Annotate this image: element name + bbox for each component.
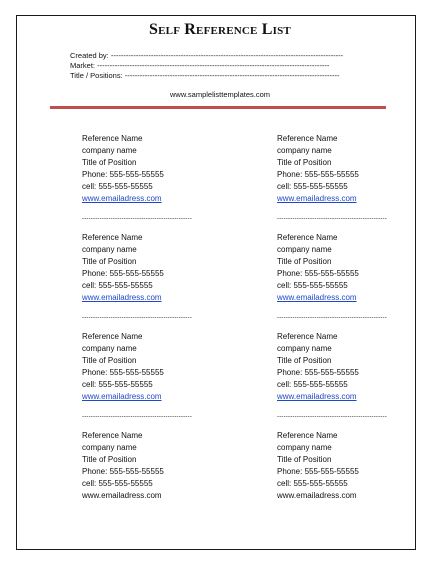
company-name: company name <box>277 443 332 453</box>
phone-number: Phone: 555-555-55555 <box>277 170 359 180</box>
phone-number: Phone: 555-555-55555 <box>82 170 164 180</box>
page-title: Self Reference List <box>149 21 291 38</box>
company-name: company name <box>82 344 137 354</box>
reference-entry <box>82 133 222 206</box>
email-link: www.emailadress.com <box>277 491 357 501</box>
company-name: company name <box>82 245 137 255</box>
reference-name: Reference Name <box>277 134 338 143</box>
reference-name: Reference Name <box>82 134 143 143</box>
reference-name: Reference Name <box>277 233 338 242</box>
cell-number: cell: 555-555-55555 <box>277 281 348 291</box>
reference-entry <box>82 430 222 503</box>
reference-entry <box>82 331 222 404</box>
phone-number: Phone: 555-555-55555 <box>82 467 164 477</box>
cell-number: cell: 555-555-55555 <box>277 380 348 390</box>
email-link: www.emailadress.com <box>82 491 162 501</box>
company-name: company name <box>277 146 332 156</box>
reference-entry <box>277 430 417 503</box>
reference-entry <box>277 232 417 305</box>
phone-number: Phone: 555-555-55555 <box>277 269 359 279</box>
phone-number: Phone: 555-555-55555 <box>277 467 359 477</box>
reference-entry <box>277 331 417 404</box>
position-title: Title of Position <box>82 356 137 366</box>
reference-name: Reference Name <box>82 332 143 341</box>
company-name: company name <box>277 245 332 255</box>
reference-name: Reference Name <box>277 431 338 440</box>
entry-separator: -------------------------------------------------- <box>82 315 192 321</box>
document-meta <box>70 51 343 80</box>
website-url: www.samplelisttemplates.com <box>169 90 271 99</box>
market-line: Market: --------------------------------------------------------------------------------------------- <box>70 60 330 70</box>
reference-entry <box>277 133 417 206</box>
email-link[interactable]: www.emailadress.com <box>277 194 357 204</box>
email-link[interactable]: www.emailadress.com <box>277 293 357 303</box>
entry-separator: -------------------------------------------------- <box>82 414 192 420</box>
cell-number: cell: 555-555-55555 <box>277 479 348 489</box>
position-title: Title of Position <box>82 257 137 267</box>
phone-number: Phone: 555-555-55555 <box>82 269 164 279</box>
cell-number: cell: 555-555-55555 <box>82 380 153 390</box>
position-title: Title of Position <box>82 455 137 465</box>
position-title: Title of Position <box>277 356 332 366</box>
cell-number: cell: 555-555-55555 <box>82 479 153 489</box>
reference-name: Reference Name <box>82 431 143 440</box>
company-name: company name <box>82 146 137 156</box>
reference-name: Reference Name <box>82 233 143 242</box>
reference-name: Reference Name <box>277 332 338 341</box>
position-title: Title of Position <box>82 158 137 168</box>
created-by-line: Created by: --------------------------------------------------------------------------------------------- <box>70 51 344 60</box>
email-link[interactable]: www.emailadress.com <box>82 392 162 402</box>
position-title: Title of Position <box>277 455 332 465</box>
accent-divider <box>50 106 386 109</box>
company-name: company name <box>277 344 332 354</box>
reference-entry <box>82 232 222 305</box>
entry-separator: -------------------------------------------------- <box>277 216 387 222</box>
cell-number: cell: 555-555-55555 <box>82 182 153 192</box>
email-link[interactable]: www.emailadress.com <box>82 194 162 204</box>
title-positions-line: Title / Positions: -------------------------------------------------------------------------------------- <box>70 70 340 80</box>
email-link[interactable]: www.emailadress.com <box>82 293 162 303</box>
phone-number: Phone: 555-555-55555 <box>82 368 164 378</box>
company-name: company name <box>82 443 137 453</box>
cell-number: cell: 555-555-55555 <box>277 182 348 192</box>
position-title: Title of Position <box>277 257 332 267</box>
position-title: Title of Position <box>277 158 332 168</box>
phone-number: Phone: 555-555-55555 <box>277 368 359 378</box>
entry-separator: -------------------------------------------------- <box>82 216 192 222</box>
email-link[interactable]: www.emailadress.com <box>277 392 357 402</box>
entry-separator: -------------------------------------------------- <box>277 315 387 321</box>
cell-number: cell: 555-555-55555 <box>82 281 153 291</box>
entry-separator: -------------------------------------------------- <box>277 414 387 420</box>
